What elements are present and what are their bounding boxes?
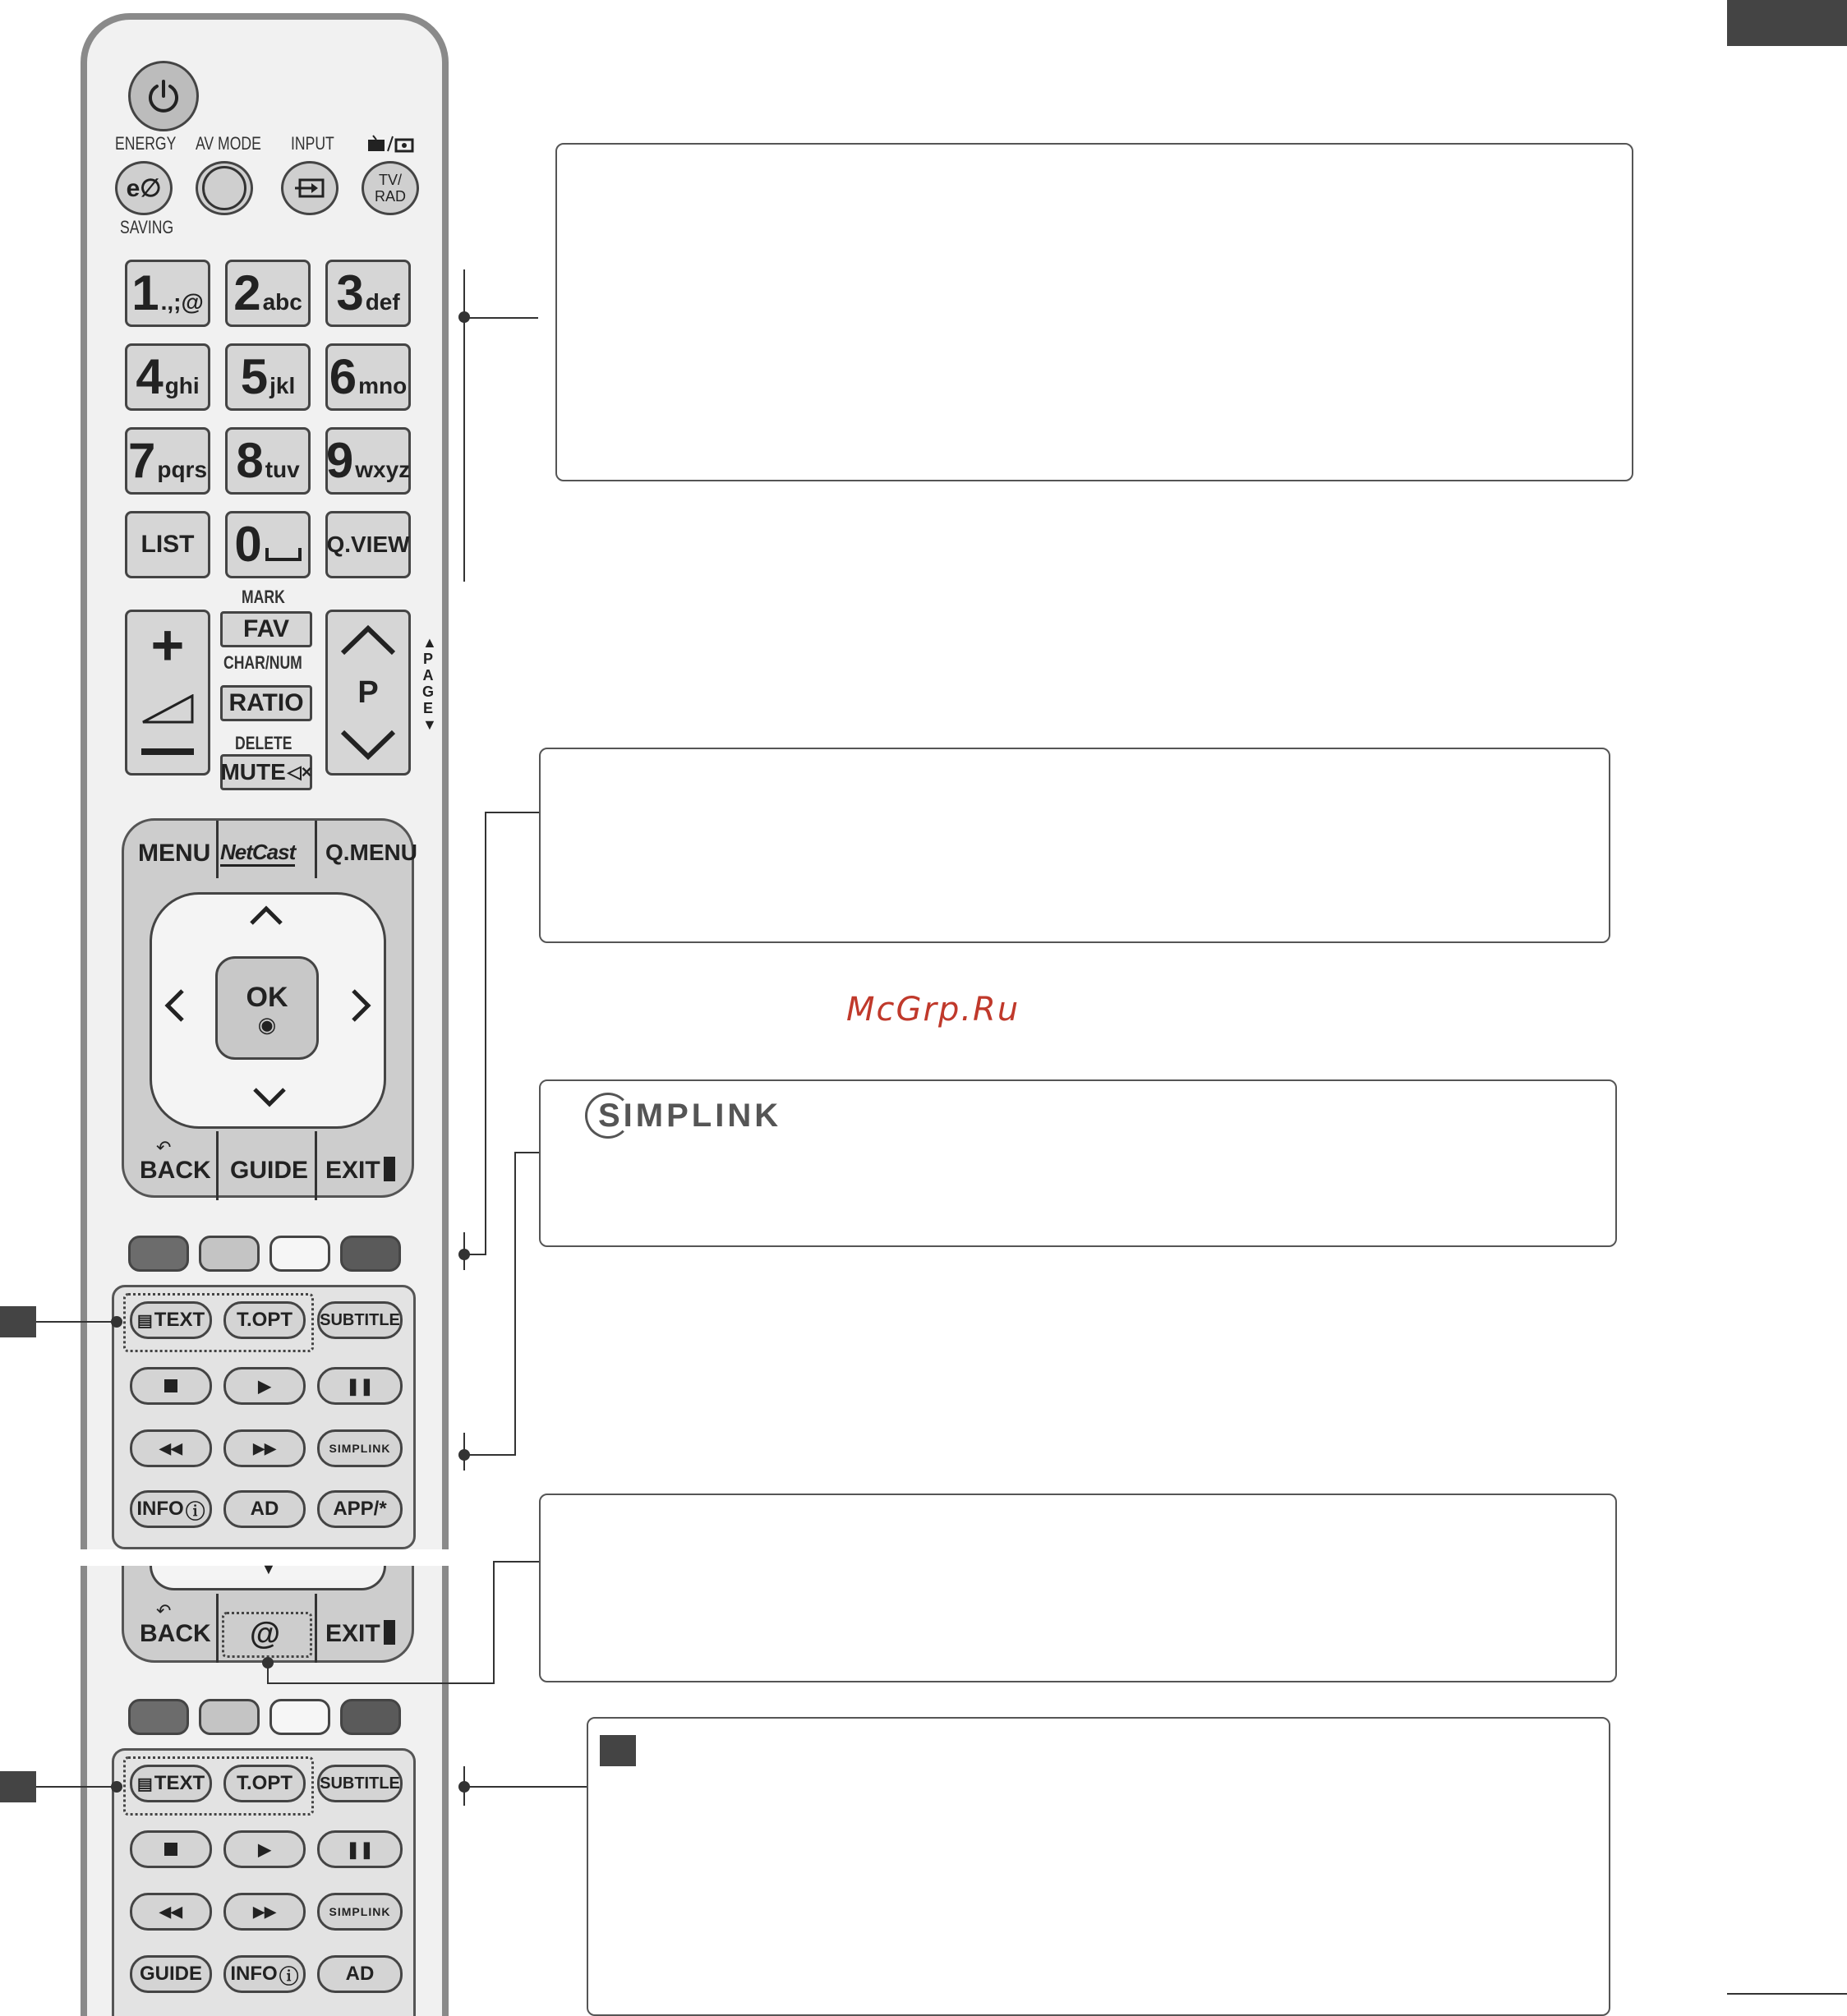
fav-button[interactable] [220, 611, 312, 647]
nav-divider [216, 821, 219, 878]
page-corner-tab [1727, 0, 1847, 46]
leader-line [268, 1682, 495, 1684]
number-key-8[interactable] [225, 427, 311, 495]
page-letter: A [422, 667, 434, 684]
charnum-label: CHAR/NUM [223, 652, 302, 673]
ratio-label: RATIO [228, 689, 304, 716]
text-button[interactable] [130, 1301, 212, 1339]
leaf-icon: e∅ [126, 174, 162, 202]
back-button[interactable]: BACK [140, 1157, 211, 1184]
av-mode-button[interactable] [196, 161, 253, 215]
pause-icon: ❚❚ [346, 1377, 374, 1396]
number-key-1[interactable] [125, 260, 210, 327]
left-marker-1 [0, 1306, 36, 1337]
input-label: INPUT [291, 133, 334, 154]
mute-label: MUTE [220, 759, 286, 785]
left-marker-2 [0, 1771, 36, 1802]
text-button-2[interactable] [130, 1765, 212, 1802]
key-digit: 6 [329, 349, 357, 404]
numpad-description-box [555, 143, 1633, 481]
leader-line [267, 1663, 269, 1684]
volume-rocker[interactable] [125, 610, 210, 776]
mute-button[interactable] [220, 754, 312, 790]
key-digit: 9 [325, 433, 354, 488]
guide-button-3[interactable]: GUIDE [130, 1955, 212, 1993]
ok-dot-icon: ◉ [257, 1011, 277, 1037]
simplink-button-2[interactable]: SIMPLINK [317, 1893, 403, 1931]
arrow-left-icon[interactable] [163, 987, 186, 1024]
minus-icon [141, 748, 194, 755]
programme-rocker[interactable] [325, 610, 411, 776]
leader-line [493, 1561, 539, 1563]
simplink-logo-text: SIMPLINK [598, 1097, 782, 1134]
leader-line [485, 812, 539, 813]
key-letters: def [365, 289, 400, 315]
ok-button[interactable] [215, 956, 319, 1060]
key-letters: pqrs [157, 457, 208, 482]
leader-line [514, 1152, 516, 1456]
mark-label: MARK [242, 587, 285, 607]
at-description-box [539, 1494, 1617, 1682]
info-button-2[interactable] [223, 1955, 306, 1993]
nav-description-box [539, 748, 1610, 943]
info-label: INFO [230, 1963, 278, 1985]
ad-button-2[interactable]: AD [317, 1955, 403, 1993]
back-arrow-icon-2: ↶ [156, 1600, 172, 1621]
page-letter: E [422, 700, 433, 716]
exit-button-2[interactable] [325, 1620, 395, 1648]
power-button[interactable] [128, 61, 199, 131]
play-icon: ▶ [258, 1377, 271, 1396]
key-digit: 2 [233, 265, 261, 320]
page-letter: P [422, 651, 433, 667]
nav-divider [315, 1594, 317, 1663]
leader-dot [458, 1249, 470, 1260]
key-letters: .,;@ [160, 289, 204, 315]
arrow-down-small-icon: ▼ [261, 1561, 276, 1577]
ad-button[interactable]: AD [223, 1490, 306, 1528]
rewind-icon: ◀◀ [159, 1439, 182, 1457]
space-icon [265, 548, 302, 561]
number-key-9[interactable] [325, 427, 411, 495]
plus-icon: + [150, 613, 185, 677]
fast-forward-button[interactable] [223, 1429, 306, 1467]
chevron-down-icon [339, 729, 397, 762]
tv-radio-icon [366, 135, 414, 157]
av-mode-label: AV MODE [196, 133, 261, 154]
leader-line [485, 812, 486, 1254]
input-icon [293, 177, 326, 200]
stop-icon [164, 1843, 177, 1856]
key-digit: 4 [136, 349, 164, 404]
red-button-2[interactable] [128, 1699, 189, 1735]
key-digit: 1 [131, 265, 159, 320]
rewind-button-2[interactable] [130, 1893, 212, 1931]
page-number-rule [1727, 1993, 1847, 1995]
red-button[interactable] [128, 1236, 189, 1272]
green-button-2[interactable] [199, 1699, 260, 1735]
energy-label: ENERGY [115, 133, 177, 154]
simplink-description-box [539, 1079, 1617, 1247]
nav-divider [315, 1131, 317, 1200]
nav-divider [216, 1594, 219, 1663]
subtitle-button[interactable]: SUBTITLE [317, 1301, 403, 1339]
exit-label: EXIT [325, 1157, 380, 1184]
simplink-logo-mark-icon [585, 1093, 631, 1139]
play-button[interactable] [223, 1367, 306, 1405]
back-button-2[interactable]: BACK [140, 1620, 211, 1647]
energy-saving-button[interactable] [115, 161, 173, 215]
number-key-5[interactable] [225, 343, 311, 411]
list-label: LIST [140, 531, 195, 558]
text-label: TEXT [154, 1772, 205, 1794]
input-button[interactable] [281, 161, 339, 215]
stop-button-2[interactable] [130, 1830, 212, 1868]
leader-dot [111, 1781, 122, 1793]
teletext-marker [600, 1735, 636, 1766]
key-digit: 7 [127, 433, 156, 488]
leader-dot [458, 1449, 470, 1461]
pause-button-2[interactable] [317, 1830, 403, 1868]
key-digit: 8 [236, 433, 264, 488]
fast-forward-icon: ▶▶ [253, 1439, 276, 1457]
info-icon: ⓘ [279, 1965, 299, 1988]
page-arrow-down-icon: ▼ [422, 716, 437, 733]
pause-button[interactable] [317, 1367, 403, 1405]
simplink-logo [585, 1093, 781, 1139]
qview-button[interactable] [325, 511, 411, 578]
watermark: McGrp.Ru [846, 991, 1020, 1029]
info-icon: ⓘ [185, 1500, 205, 1523]
key-letters: jkl [269, 373, 296, 398]
pause-icon: ❚❚ [346, 1840, 374, 1859]
key-digit: 0 [234, 517, 262, 572]
qmenu-button[interactable]: Q.MENU [325, 840, 417, 865]
saving-label: SAVING [120, 217, 174, 237]
mute-icon: ◁× [287, 762, 312, 782]
netcast-button[interactable] [220, 840, 295, 865]
yellow-button[interactable] [269, 1236, 330, 1272]
leader-line [464, 1786, 587, 1788]
fast-forward-icon: ▶▶ [253, 1903, 276, 1920]
leader-dot [111, 1316, 122, 1328]
leader-line [493, 1561, 495, 1684]
rewind-button[interactable] [130, 1429, 212, 1467]
blue-button[interactable] [340, 1236, 401, 1272]
key-letters: wxyz [355, 457, 411, 482]
tv-rad-label-1: TV/ [378, 172, 402, 188]
teletext-icon: ▤ [136, 1774, 153, 1793]
subtitle-button-2[interactable]: SUBTITLE [317, 1765, 403, 1802]
tv-rad-button[interactable] [362, 161, 419, 215]
page-arrow-up-icon: ▲ [422, 634, 437, 651]
leader-line [464, 1454, 516, 1456]
yellow-button-2[interactable] [269, 1699, 330, 1735]
arrow-down-icon[interactable] [251, 1086, 288, 1109]
key-letters: tuv [265, 457, 300, 482]
key-letters: ghi [164, 373, 200, 398]
green-button[interactable] [199, 1236, 260, 1272]
stop-icon [164, 1379, 177, 1392]
exit-button[interactable] [325, 1157, 395, 1185]
page-vertical-label [422, 634, 437, 733]
av-mode-circle-icon [202, 166, 246, 210]
teletext-icon: ▤ [136, 1311, 153, 1330]
ratio-button[interactable] [220, 685, 312, 721]
nav-divider [315, 821, 317, 878]
exit-door-icon [384, 1620, 395, 1645]
key-letters: mno [358, 373, 408, 398]
simplink-button[interactable]: SIMPLINK [317, 1429, 403, 1467]
exit-label: EXIT [325, 1620, 380, 1647]
tv-rad-label-2: RAD [374, 188, 406, 205]
at-button[interactable]: @ [250, 1617, 281, 1651]
key-digit: 3 [336, 265, 364, 320]
fast-forward-button-2[interactable] [223, 1893, 306, 1931]
play-icon: ▶ [258, 1840, 271, 1859]
programme-label: P [357, 674, 379, 710]
number-key-6[interactable] [325, 343, 411, 411]
page-letter: G [422, 684, 435, 700]
text-label: TEXT [154, 1309, 205, 1331]
arrow-right-icon[interactable] [350, 987, 373, 1024]
leader-line [464, 317, 538, 319]
topt-button-2[interactable]: T.OPT [223, 1765, 306, 1802]
number-key-2[interactable] [225, 260, 311, 327]
leader-line [36, 1786, 117, 1788]
number-key-4[interactable] [125, 343, 210, 411]
rewind-icon: ◀◀ [159, 1903, 182, 1920]
fav-label: FAV [242, 615, 290, 642]
netcast-logo-text: NetCast [220, 840, 295, 867]
info-button[interactable] [130, 1490, 212, 1528]
chevron-up-icon [339, 624, 397, 656]
stop-button[interactable] [130, 1367, 212, 1405]
app-button[interactable]: APP/* [317, 1490, 403, 1528]
leader-line [514, 1152, 539, 1153]
volume-ramp-icon [141, 694, 194, 724]
power-icon [145, 78, 182, 114]
menu-button[interactable]: MENU [138, 840, 211, 867]
blue-button-2[interactable] [340, 1699, 401, 1735]
key-letters: abc [262, 289, 302, 315]
play-button-2[interactable] [223, 1830, 306, 1868]
info-label: INFO [136, 1498, 184, 1520]
arrow-up-icon[interactable] [248, 904, 284, 927]
qview-label: Q.VIEW [326, 532, 410, 557]
ok-label: OK [246, 981, 288, 1013]
exit-door-icon [384, 1157, 395, 1181]
teletext-description-box [587, 1717, 1610, 2016]
list-button[interactable] [125, 511, 210, 578]
back-arrow-icon: ↶ [156, 1137, 172, 1158]
nav-divider [216, 1131, 219, 1200]
number-key-3[interactable] [325, 260, 411, 327]
delete-label: DELETE [235, 733, 292, 753]
leader-line [36, 1321, 117, 1323]
guide-button[interactable]: GUIDE [230, 1157, 309, 1184]
number-key-7[interactable] [125, 427, 210, 495]
topt-button[interactable]: T.OPT [223, 1301, 306, 1339]
key-digit: 5 [240, 349, 269, 404]
number-key-0[interactable] [225, 511, 311, 578]
